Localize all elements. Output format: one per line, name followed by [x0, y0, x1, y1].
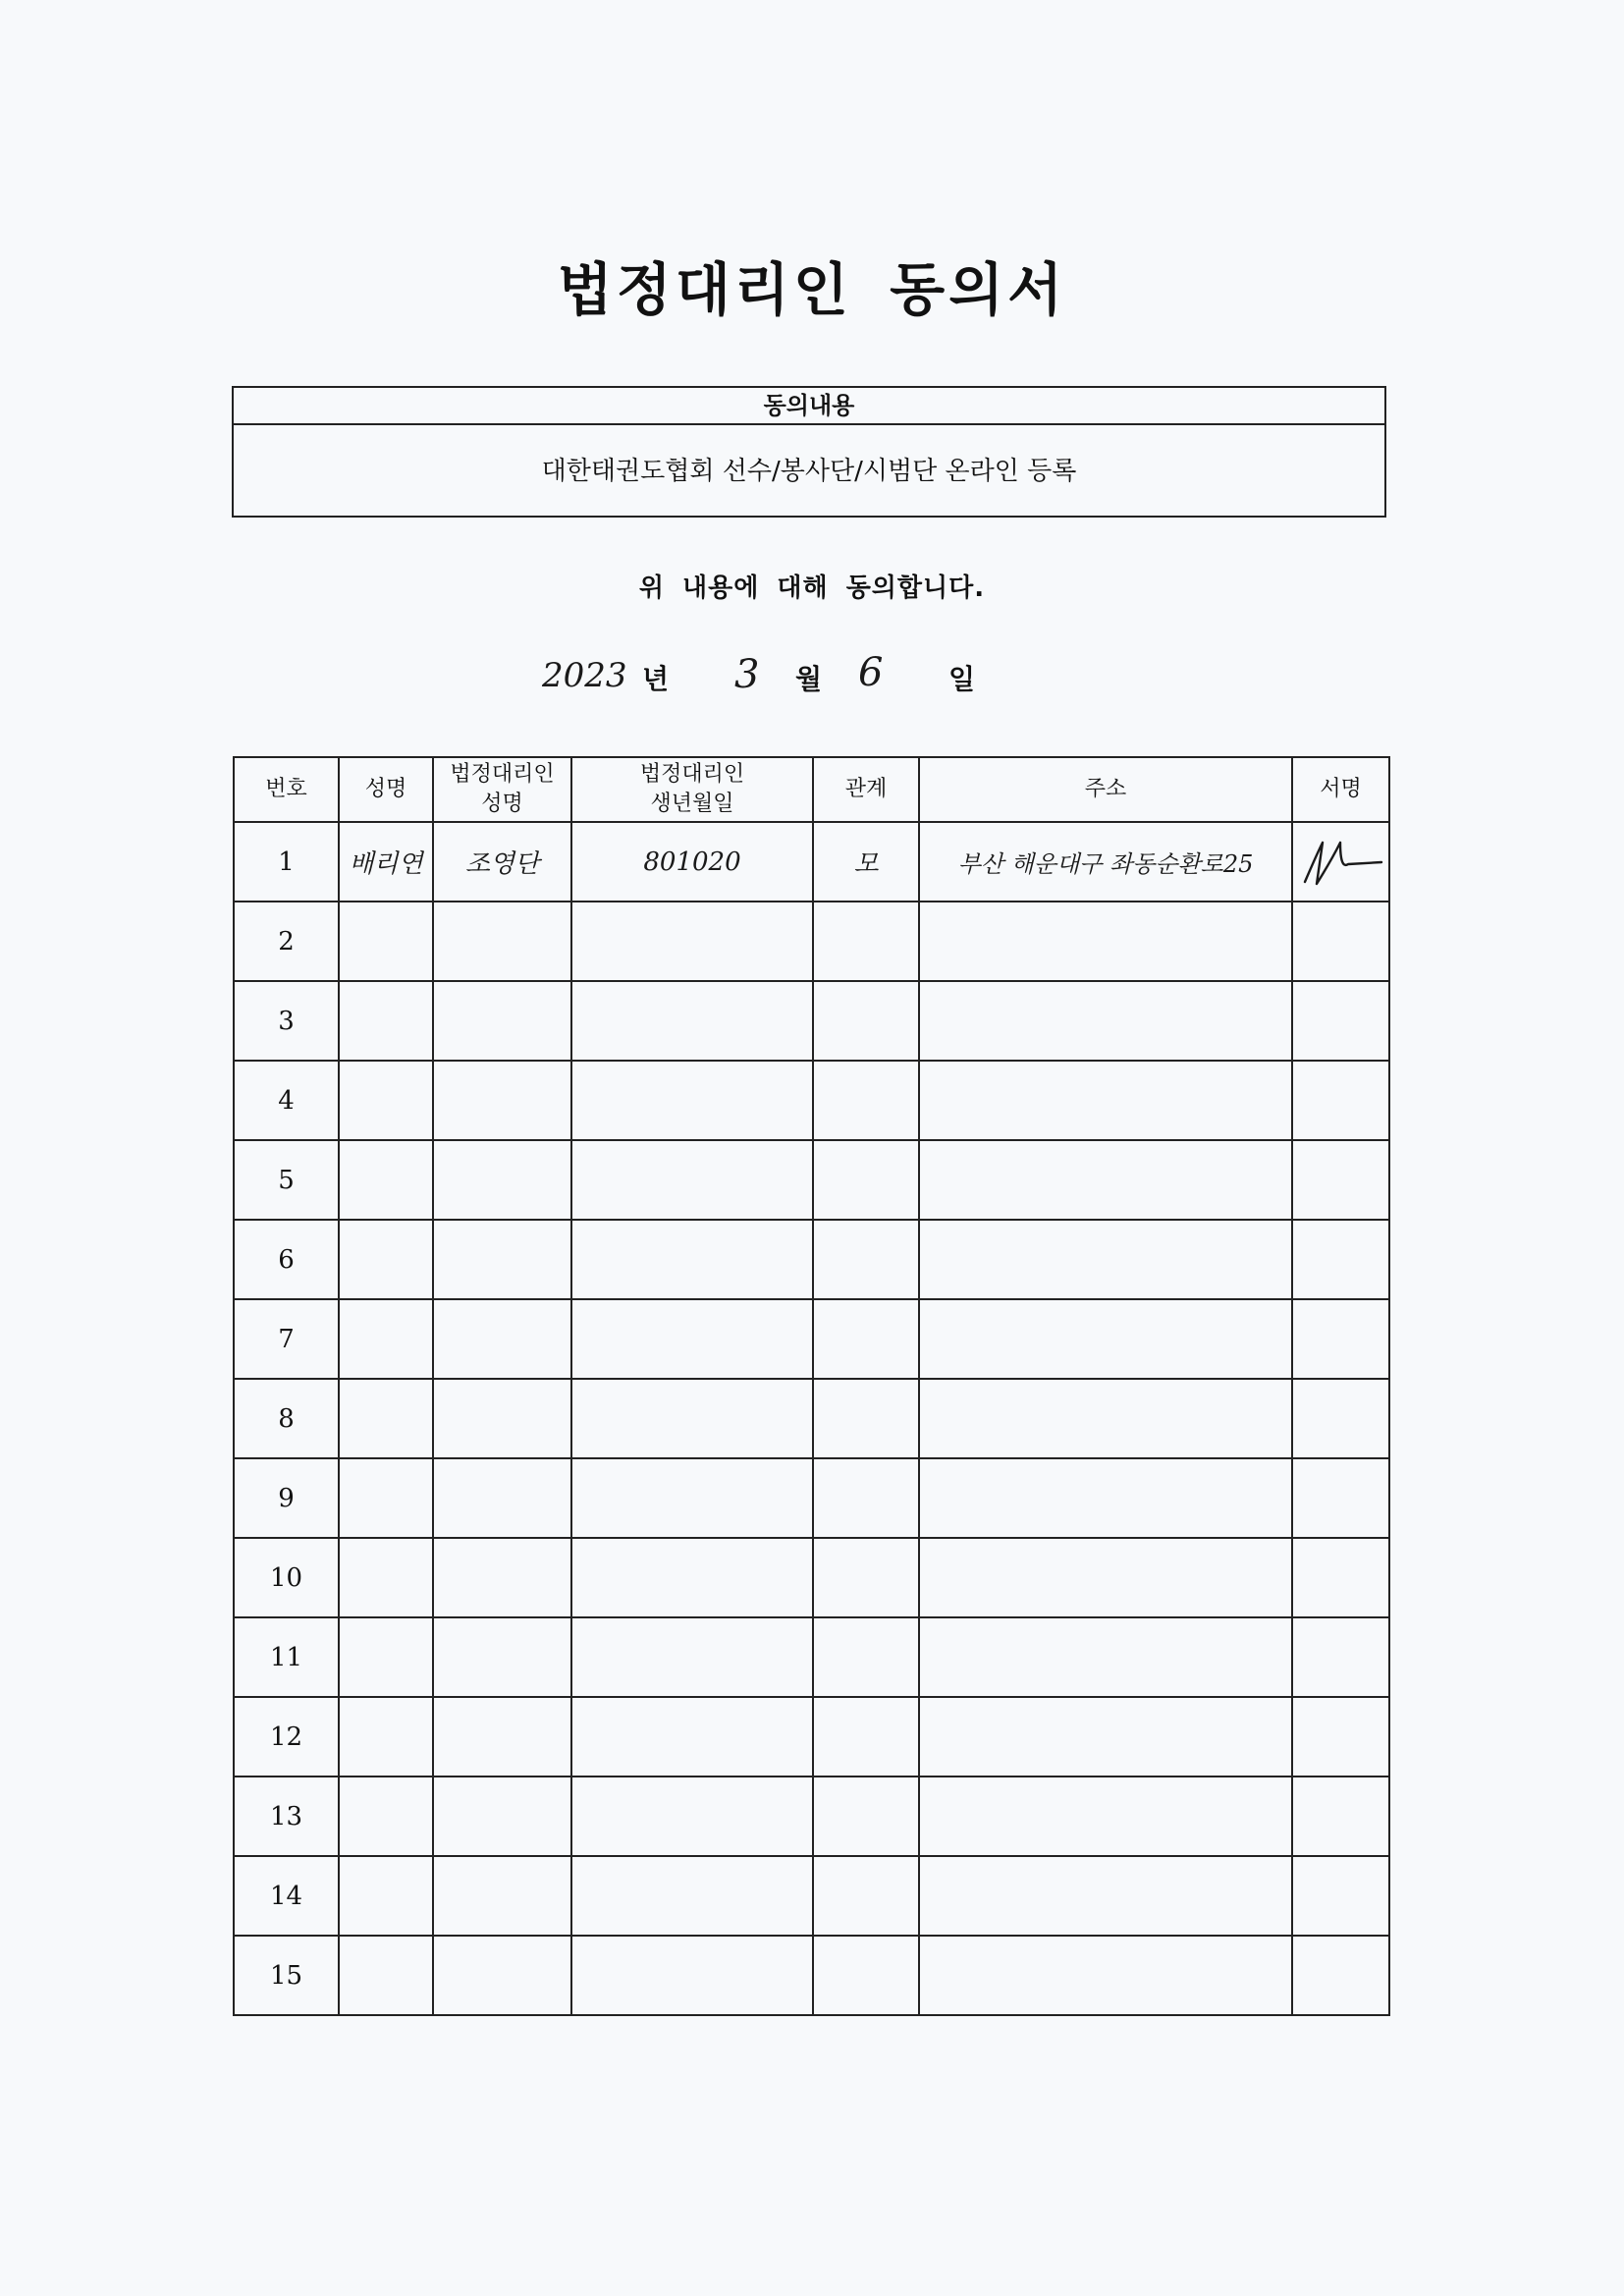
cell-number: 7 — [234, 1299, 339, 1379]
cell-guardian-birth[interactable] — [571, 1220, 813, 1299]
cell-number: 1 — [234, 822, 339, 902]
header-name: 성명 — [339, 757, 433, 822]
header-guardian-birth — [571, 757, 813, 822]
cell-address[interactable] — [919, 1299, 1292, 1379]
cell-signature[interactable] — [1292, 1379, 1389, 1458]
table-row — [234, 1458, 1389, 1538]
cell-signature[interactable] — [1292, 822, 1389, 902]
cell-guardian-birth[interactable] — [571, 1061, 813, 1140]
cell-number: 9 — [234, 1458, 339, 1538]
cell-name[interactable] — [339, 1299, 433, 1379]
consent-header: 동의내용 — [234, 388, 1384, 425]
cell-guardian-name[interactable] — [433, 1538, 571, 1617]
cell-name[interactable] — [339, 1936, 433, 2015]
cell-guardian-name[interactable] — [433, 1061, 571, 1140]
cell-guardian-name[interactable] — [433, 1458, 571, 1538]
cell-signature[interactable] — [1292, 1617, 1389, 1697]
cell-guardian-name[interactable] — [433, 1697, 571, 1777]
table-row — [234, 902, 1389, 981]
signature-mark — [1297, 835, 1385, 890]
cell-relation[interactable] — [813, 1936, 919, 2015]
cell-address[interactable] — [919, 1538, 1292, 1617]
consent-body: 대한태권도협회 선수/봉사단/시범단 온라인 등록 — [541, 457, 1077, 486]
date-year-value[interactable]: 2023 — [542, 656, 627, 695]
cell-name[interactable] — [339, 1538, 433, 1617]
cell-guardian-birth[interactable] — [571, 1299, 813, 1379]
cell-address[interactable] — [919, 1777, 1292, 1856]
table-row — [234, 981, 1389, 1061]
cell-number: 14 — [234, 1856, 339, 1936]
cell-number: 2 — [234, 902, 339, 981]
cell-relation[interactable] — [813, 1220, 919, 1299]
cell-guardian-birth[interactable] — [571, 1777, 813, 1856]
cell-address[interactable] — [919, 1140, 1292, 1220]
cell-guardian-birth[interactable] — [571, 981, 813, 1061]
cell-name[interactable] — [339, 1061, 433, 1140]
cell-number: 5 — [234, 1140, 339, 1220]
cell-guardian-name[interactable] — [433, 1379, 571, 1458]
header-guardian-name-line2: 성명 — [481, 792, 523, 816]
table-row — [234, 1220, 1389, 1299]
cell-number: 11 — [234, 1617, 339, 1697]
cell-name[interactable] — [339, 981, 433, 1061]
cell-address[interactable] — [919, 1379, 1292, 1458]
cell-guardian-name[interactable] — [433, 1220, 571, 1299]
cell-guardian-birth[interactable] — [571, 1140, 813, 1220]
cell-relation[interactable] — [813, 1458, 919, 1538]
cell-relation[interactable] — [813, 1856, 919, 1936]
cell-name[interactable] — [339, 1140, 433, 1220]
cell-signature[interactable] — [1292, 902, 1389, 981]
cell-address[interactable] — [919, 1458, 1292, 1538]
cell-name[interactable] — [339, 1617, 433, 1697]
cell-address[interactable] — [919, 1697, 1292, 1777]
cell-guardian-birth[interactable] — [571, 1697, 813, 1777]
table-row — [234, 1379, 1389, 1458]
cell-guardian-name[interactable] — [433, 1856, 571, 1936]
cell-address[interactable] — [919, 981, 1292, 1061]
date-line — [0, 652, 1624, 701]
table-row — [234, 1777, 1389, 1856]
cell-address[interactable] — [919, 1220, 1292, 1299]
table-row — [234, 1697, 1389, 1777]
cell-signature[interactable] — [1292, 1856, 1389, 1936]
cell-relation[interactable] — [813, 981, 919, 1061]
cell-guardian-name[interactable] — [433, 1617, 571, 1697]
cell-guardian-name[interactable]: 조영단 — [433, 822, 571, 902]
cell-name[interactable] — [339, 1777, 433, 1856]
cell-guardian-name[interactable] — [433, 1299, 571, 1379]
cell-address[interactable] — [919, 1856, 1292, 1936]
date-day-label: 일 — [948, 663, 976, 695]
header-number: 번호 — [234, 757, 339, 822]
date-month-label: 월 — [795, 663, 823, 695]
cell-signature[interactable] — [1292, 1061, 1389, 1140]
cell-address[interactable] — [919, 1936, 1292, 2015]
cell-guardian-birth[interactable]: 801020 — [571, 822, 813, 902]
cell-name[interactable] — [339, 902, 433, 981]
table-row — [234, 1061, 1389, 1140]
cell-guardian-birth[interactable] — [571, 1458, 813, 1538]
cell-number: 4 — [234, 1061, 339, 1140]
cell-address[interactable] — [919, 902, 1292, 981]
cell-number: 8 — [234, 1379, 339, 1458]
cell-relation[interactable] — [813, 1379, 919, 1458]
cell-guardian-name[interactable] — [433, 1777, 571, 1856]
cell-signature[interactable] — [1292, 1140, 1389, 1220]
cell-signature[interactable] — [1292, 1458, 1389, 1538]
guardian-table — [233, 756, 1390, 2016]
table-row — [234, 1936, 1389, 2015]
cell-relation[interactable] — [813, 1617, 919, 1697]
table-row — [234, 822, 1389, 902]
agreement-statement: 위 내용에 대해 동의합니다. — [638, 574, 986, 603]
cell-relation[interactable] — [813, 902, 919, 981]
cell-signature[interactable] — [1292, 1220, 1389, 1299]
cell-relation[interactable] — [813, 1299, 919, 1379]
cell-signature[interactable] — [1292, 1697, 1389, 1777]
cell-relation[interactable] — [813, 1777, 919, 1856]
page-title: 법정대리인 동의서 — [557, 256, 1067, 323]
header-guardian-name-line1: 법정대리인 — [450, 762, 555, 787]
header-guardian-name — [433, 757, 571, 822]
cell-name[interactable]: 배리연 — [339, 822, 433, 902]
cell-signature[interactable] — [1292, 1777, 1389, 1856]
cell-guardian-name[interactable] — [433, 981, 571, 1061]
date-year-label: 년 — [642, 663, 670, 695]
cell-guardian-birth[interactable] — [571, 902, 813, 981]
cell-relation[interactable] — [813, 1697, 919, 1777]
cell-guardian-birth[interactable] — [571, 1617, 813, 1697]
table-row — [234, 1299, 1389, 1379]
cell-number: 15 — [234, 1936, 339, 2015]
date-day-value[interactable]: 6 — [858, 650, 884, 695]
cell-signature[interactable] — [1292, 1538, 1389, 1617]
cell-name[interactable] — [339, 1379, 433, 1458]
cell-number: 10 — [234, 1538, 339, 1617]
cell-number: 13 — [234, 1777, 339, 1856]
cell-relation[interactable] — [813, 1538, 919, 1617]
table-row — [234, 1140, 1389, 1220]
cell-signature[interactable] — [1292, 1299, 1389, 1379]
cell-guardian-name[interactable] — [433, 1140, 571, 1220]
cell-guardian-birth[interactable] — [571, 1856, 813, 1936]
cell-number: 6 — [234, 1220, 339, 1299]
table-header-row — [234, 757, 1389, 822]
table-row — [234, 1856, 1389, 1936]
cell-guardian-birth[interactable] — [571, 1936, 813, 2015]
table-body — [234, 822, 1389, 2015]
date-month-value[interactable]: 3 — [734, 652, 760, 697]
table-row — [234, 1538, 1389, 1617]
cell-relation[interactable] — [813, 1061, 919, 1140]
cell-relation[interactable]: 모 — [813, 822, 919, 902]
header-address: 주소 — [919, 757, 1292, 822]
cell-signature[interactable] — [1292, 1936, 1389, 2015]
cell-guardian-birth[interactable] — [571, 1379, 813, 1458]
cell-name[interactable] — [339, 1458, 433, 1538]
header-relation: 관계 — [813, 757, 919, 822]
cell-guardian-name[interactable] — [433, 1936, 571, 2015]
cell-name[interactable] — [339, 1697, 433, 1777]
cell-address[interactable] — [919, 1617, 1292, 1697]
consent-content-box — [232, 386, 1386, 518]
header-guardian-birth-line1: 법정대리인 — [639, 762, 745, 787]
cell-relation[interactable] — [813, 1140, 919, 1220]
cell-signature[interactable] — [1292, 981, 1389, 1061]
cell-name[interactable] — [339, 1220, 433, 1299]
cell-guardian-birth[interactable] — [571, 1538, 813, 1617]
cell-address[interactable] — [919, 1061, 1292, 1140]
cell-address[interactable]: 부산 해운대구 좌동순환로25 — [919, 822, 1292, 902]
cell-number: 3 — [234, 981, 339, 1061]
cell-name[interactable] — [339, 1856, 433, 1936]
table-row — [234, 1617, 1389, 1697]
header-signature: 서명 — [1292, 757, 1389, 822]
header-guardian-birth-line2: 생년월일 — [650, 792, 734, 816]
cell-guardian-name[interactable] — [433, 902, 571, 981]
cell-number: 12 — [234, 1697, 339, 1777]
